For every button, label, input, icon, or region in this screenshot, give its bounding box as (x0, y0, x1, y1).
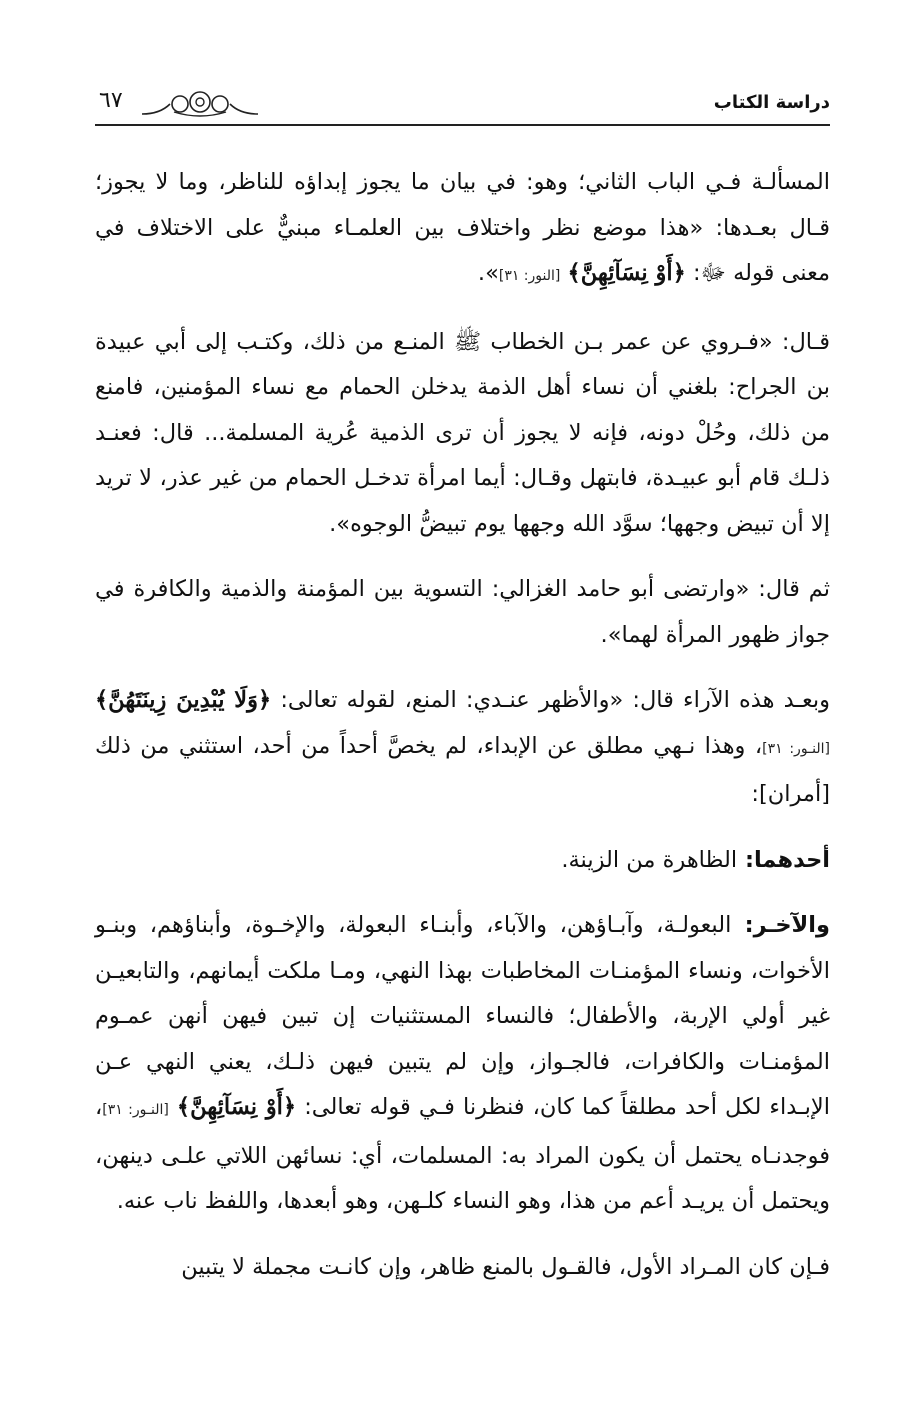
paragraph-text: المسألـة فـي الباب الثاني؛ وهو: في بيان ما يجوز إبداؤه للناظر، وما لا يجوز؛ قـال بعـدها: «هذا موضع نظر واختلاف بين العلمـاء مبنيٌّ على الاختلاف في معنى قوله ﷻ: (95, 169, 830, 286)
body-paragraph (95, 838, 830, 884)
page-header (95, 84, 830, 124)
body-paragraph (95, 678, 830, 818)
verse-reference: [النـور: ٣١] (102, 1102, 169, 1118)
body-paragraph (95, 160, 830, 300)
paragraph-text: ، فوجدنـاه يحتمل أن يكون المراد به: المسلمات، أي: نسائهن اللاتي علـى دينهن، ويحتمل أن يريـد أعم من هذا، وهو النساء كلـهن، وهو أبعدها، واللفظ ناب عنه. (95, 1094, 830, 1214)
floral-ornament-icon (140, 90, 260, 120)
paragraph-text: وبعـد هذه الآراء قال: «والأظهر عنـدي: المنع، لقوله تعالى: (271, 687, 830, 713)
header-rule (95, 124, 830, 126)
paragraph-text: فـإن كان المـراد الأول، فالقـول بالمنع ظاهر، وإن كانـت مجملة لا يتبين (181, 1253, 830, 1280)
body-paragraph (95, 903, 830, 1225)
paragraph-text (560, 260, 567, 286)
lead-term: والآخـر: (731, 912, 830, 938)
verse-reference: [النـور: ٣١] (762, 740, 830, 757)
paragraph-text: ». (477, 260, 499, 286)
paragraph-text: ثم قال: «وارتضى أبو حامد الغزالي: التسوية بين المؤمنة والذمية والكافرة في جواز ظهور المرأة لهما». (95, 576, 830, 648)
paragraph-text (169, 1094, 177, 1120)
paragraph-text: الظاهرة من الزينة. (561, 846, 738, 873)
page-body (95, 160, 830, 1310)
body-paragraph (95, 320, 830, 548)
page-number: ٦٧ (99, 88, 123, 113)
paragraph-text: ، وهذا نـهي مطلق عن الإبداء، لم يخصَّ أحداً من أحد، استثني من ذلك [أمران]: (95, 732, 830, 807)
verse-reference: [النور: ٣١] (498, 268, 561, 284)
paragraph-text: البعولـة، وآبـاؤهن، والآباء، وأبنـاء البعولة، والإخـوة، وأبناؤهم، وبنـو الأخوات، ونساء المؤمنـات المخاطبات بهذا النهي، ومـا ملكت أيمانهم، والتابعيـن غير أولي الإربة، والأطفال؛ فالنساء المستثنيات إن تبين فيهن أنهن عمـوم المؤمنـات والكافرات، فالجـواز، وإن لم يتبين فيهن ذلـك، يعني النهي عـن الإبـداء لكل أحد مطلقاً كما كان، فنظرنا فـي قوله تعالى: (95, 912, 831, 1120)
body-paragraph (95, 1245, 830, 1291)
body-paragraph (95, 567, 830, 658)
quran-verse: ﴿أَوْ نِسَآئِهِنَّ﴾ (176, 1094, 297, 1120)
lead-term: أحدهما: (737, 846, 830, 873)
book-title: دراسة الكتاب (713, 92, 830, 113)
quran-verse: ﴿وَلَا يُبْدِينَ زِينَتَهُنَّ﴾ (95, 687, 272, 713)
paragraph-text: قـال: «فـروي عن عمر بـن الخطاب ﷺ المنـع من ذلك، وكتـب إلى أبي عبيدة بن الجراح: بلغني أن نساء أهل الذمة يدخلن الحمام مع نساء المؤمنين، فامنع من ذلك، وحُلْ دونه، فإنه لا يجوز أن ترى الذمية عُرية المسلمة... قال: فعنـد ذلـك قام أبو عبيـدة، فابتهل وقـال: أيما امرأة تدخـل الحمام من غير عذر، لا تريد إلا أن تبيض وجهها؛ سوَّد الله وجهها يوم تبيضُّ الوجوه». (95, 328, 830, 537)
quran-verse: ﴿أَوْ نِسَآئِهِنَّ﴾ (567, 260, 686, 286)
